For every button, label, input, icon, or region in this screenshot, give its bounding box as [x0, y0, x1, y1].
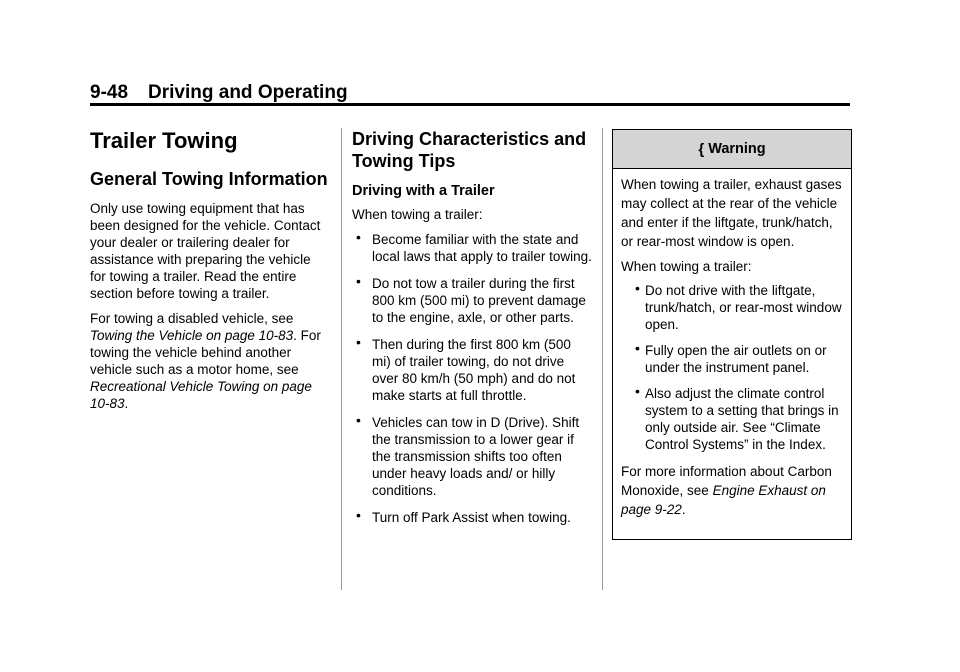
paragraph-text: For towing a disabled vehicle, see [90, 311, 294, 326]
bullet-icon: • [635, 280, 640, 296]
driving-characteristics-heading: Driving Characteristics and Towing Tips [352, 129, 587, 171]
header-rule [90, 103, 850, 106]
list-item [352, 509, 592, 526]
warning-body [613, 169, 851, 519]
paragraph-text: . [124, 396, 129, 411]
column-divider [341, 128, 342, 590]
list-item-text: Also adjust the climate control system to a setting that brings in only outside air. See “Climate Control Systems” in the Index. [645, 386, 839, 452]
towing-vehicle-link[interactable]: Towing the Vehicle on page 10-83 [90, 328, 294, 343]
column-1 [90, 128, 330, 420]
bullet-icon: • [356, 229, 361, 245]
list-item [352, 231, 592, 265]
list-item-text: Do not drive with the liftgate, trunk/hatch, or rear-most window open. [645, 283, 842, 332]
exhaust-paragraph: When towing a trailer, exhaust gases may collect at the rear of the vehicle and enter if the liftgate, trunk/hatch, or rear-most window is open. [621, 177, 842, 249]
list-item [352, 414, 592, 499]
bullet-icon: • [356, 334, 361, 350]
paragraph-text: . For towing the vehicle behind another vehicle such as a motor home, see [90, 328, 321, 377]
towing-equipment-paragraph: Only use towing equipment that has been designed for the vehicle. Contact your dealer or trailering dealer for assistance with preparing the vehicle for towing a trailer. Read the entire section before towing a trailer. [90, 201, 321, 301]
warning-intro: When towing a trailer: [621, 259, 752, 274]
list-item-text: Become familiar with the state and local laws that apply to trailer towing. [372, 232, 592, 264]
list-item-text: Turn off Park Assist when towing. [372, 510, 571, 525]
general-towing-heading: General Towing Information [90, 169, 328, 189]
column-2 [352, 128, 592, 536]
list-item [352, 275, 592, 326]
warning-box [612, 129, 852, 540]
paragraph-text: For more information about Carbon Monoxide, see [621, 464, 832, 498]
column-divider [602, 128, 603, 590]
list-item [352, 336, 592, 404]
bullet-icon: • [635, 340, 640, 356]
engine-exhaust-link[interactable]: Engine Exhaust on page 9-22 [621, 483, 826, 517]
page-number: 9-48 [90, 82, 129, 103]
warning-list [621, 282, 843, 453]
disabled-vehicle-paragraph [90, 310, 330, 412]
trailer-towing-heading: Trailer Towing [90, 128, 238, 153]
list-item [621, 282, 843, 333]
driving-with-trailer-heading: Driving with a Trailer [352, 183, 495, 199]
paragraph-text: . [681, 502, 686, 517]
carbon-monoxide-paragraph [621, 462, 843, 519]
recreational-towing-link[interactable]: Recreational Vehicle Towing on page 10-83 [90, 379, 312, 411]
list-item-text: Do not tow a trailer during the first 800 km (500 mi) to prevent damage to the engine, axle, or other parts. [372, 276, 586, 325]
list-item-text: Vehicles can tow in D (Drive). Shift the transmission to a lower gear if the transmission shifts too often under heavy loads and/ or hilly conditions. [372, 415, 580, 498]
list-item [621, 385, 843, 453]
list-item-text: Then during the first 800 km (500 mi) of trailer towing, do not drive over 80 km/h (50 mph) and do not make starts at full throttle. [372, 337, 576, 403]
page-header [90, 82, 368, 104]
bullet-icon: • [356, 273, 361, 289]
towing-intro: When towing a trailer: [352, 207, 483, 222]
warning-header [613, 130, 851, 169]
bullet-icon: • [356, 507, 361, 523]
list-item [621, 342, 843, 376]
bullet-icon: • [635, 383, 640, 399]
warning-icon: { [698, 140, 705, 158]
section-title: Driving and Operating [148, 82, 348, 103]
warning-title: Warning [708, 141, 766, 157]
towing-tips-list [352, 231, 592, 526]
list-item-text: Fully open the air outlets on or under the instrument panel. [645, 343, 827, 375]
bullet-icon: • [356, 412, 361, 428]
